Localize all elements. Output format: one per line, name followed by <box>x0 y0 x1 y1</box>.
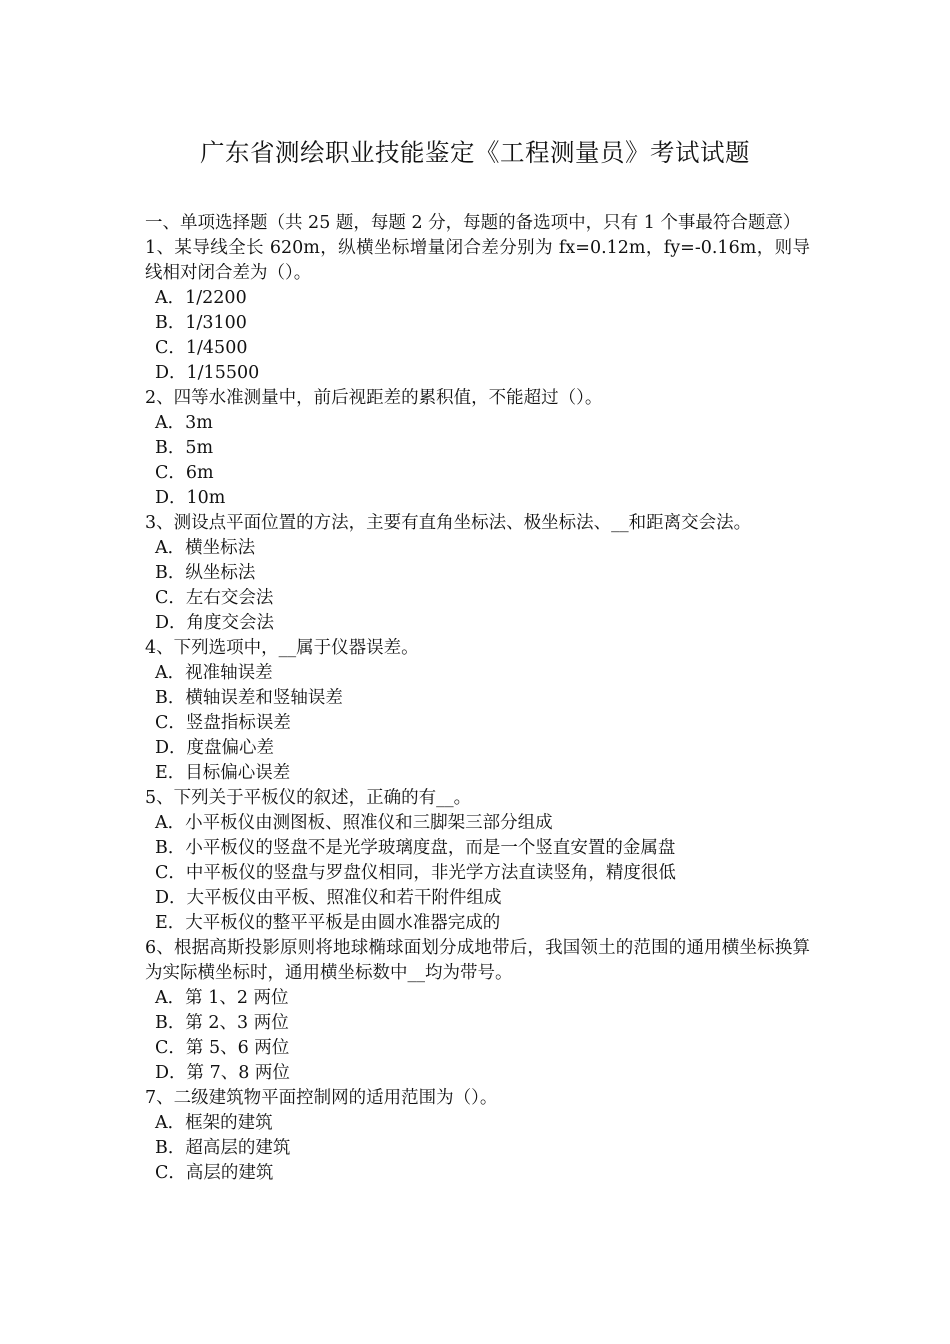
answer-option: C．1/4500 <box>155 338 248 358</box>
answer-option: B．小平板仪的竖盘不是光学玻璃度盘，而是一个竖直安置的金属盘 <box>155 838 676 858</box>
answer-option: C．左右交会法 <box>155 588 274 608</box>
answer-option: B．5m <box>155 438 214 458</box>
answer-option: D．第 7、8 两位 <box>155 1063 290 1083</box>
question-stem: 3、测设点平面位置的方法，主要有直角坐标法、极坐标法、__和距离交会法。 <box>145 513 752 533</box>
question-stem: 7、二级建筑物平面控制网的适用范围为（）。 <box>145 1088 498 1108</box>
question-stem: 1、某导线全长 620m，纵横坐标增量闭合差分别为 fx=0.12m，fy=-0.16m，则导线相对闭合差为（）。 <box>145 238 810 283</box>
question-list <box>145 236 810 1186</box>
question-stem: 5、下列关于平板仪的叙述，正确的有__。 <box>145 788 472 808</box>
answer-option: D．角度交会法 <box>155 613 275 633</box>
question-stem: 2、四等水准测量中，前后视距差的累积值，不能超过（）。 <box>145 388 603 408</box>
answer-option: E．大平板仪的整平平板是由圆水准器完成的 <box>155 913 501 933</box>
answer-option: C．6m <box>155 463 214 483</box>
section-heading: 一、单项选择题（共 25 题，每题 2 分，每题的备选项中，只有 1 个事最符合题意） <box>145 213 801 233</box>
answer-option: D．10m <box>155 488 226 508</box>
answer-option: C．第 5、6 两位 <box>155 1038 290 1058</box>
answer-option: A．第 1、2 两位 <box>155 988 289 1008</box>
answer-option: B．纵坐标法 <box>155 563 256 583</box>
answer-option: B．横轴误差和竖轴误差 <box>155 688 343 708</box>
question-block <box>145 636 810 786</box>
answer-option: A．框架的建筑 <box>155 1113 273 1133</box>
document-title: 广东省测绘职业技能鉴定《工程测量员》考试试题 <box>200 138 750 167</box>
answer-option: B．第 2、3 两位 <box>155 1013 289 1033</box>
question-stem: 6、根据高斯投影原则将地球椭球面划分成地带后，我国领土的范围的通用横坐标换算为实际横坐标时，通用横坐标数中__均为带号。 <box>145 938 810 983</box>
answer-option: B．1/3100 <box>155 313 247 333</box>
answer-option: D．1/15500 <box>155 363 260 383</box>
question-block <box>145 936 810 1086</box>
question-block <box>145 1086 810 1186</box>
answer-option: A．1/2200 <box>155 288 247 308</box>
answer-option: B．超高层的建筑 <box>155 1138 291 1158</box>
question-block <box>145 236 810 386</box>
question-block <box>145 786 810 936</box>
answer-option: C．竖盘指标误差 <box>155 713 291 733</box>
question-block <box>145 386 810 511</box>
answer-option: D．大平板仪由平板、照准仪和若干附件组成 <box>155 888 502 908</box>
answer-option: C．中平板仪的竖盘与罗盘仪相同，非光学方法直读竖角，精度很低 <box>155 863 676 883</box>
answer-option: A．3m <box>155 413 213 433</box>
answer-option: E．目标偏心误差 <box>155 763 291 783</box>
answer-option: C．高层的建筑 <box>155 1163 274 1183</box>
answer-option: A．视准轴误差 <box>155 663 273 683</box>
answer-option: A．横坐标法 <box>155 538 256 558</box>
answer-option: D．度盘偏心差 <box>155 738 275 758</box>
question-block <box>145 511 810 636</box>
document-body <box>145 211 810 1186</box>
answer-option: A．小平板仪由测图板、照准仪和三脚架三部分组成 <box>155 813 553 833</box>
question-stem: 4、下列选项中，__属于仪器误差。 <box>145 638 419 658</box>
